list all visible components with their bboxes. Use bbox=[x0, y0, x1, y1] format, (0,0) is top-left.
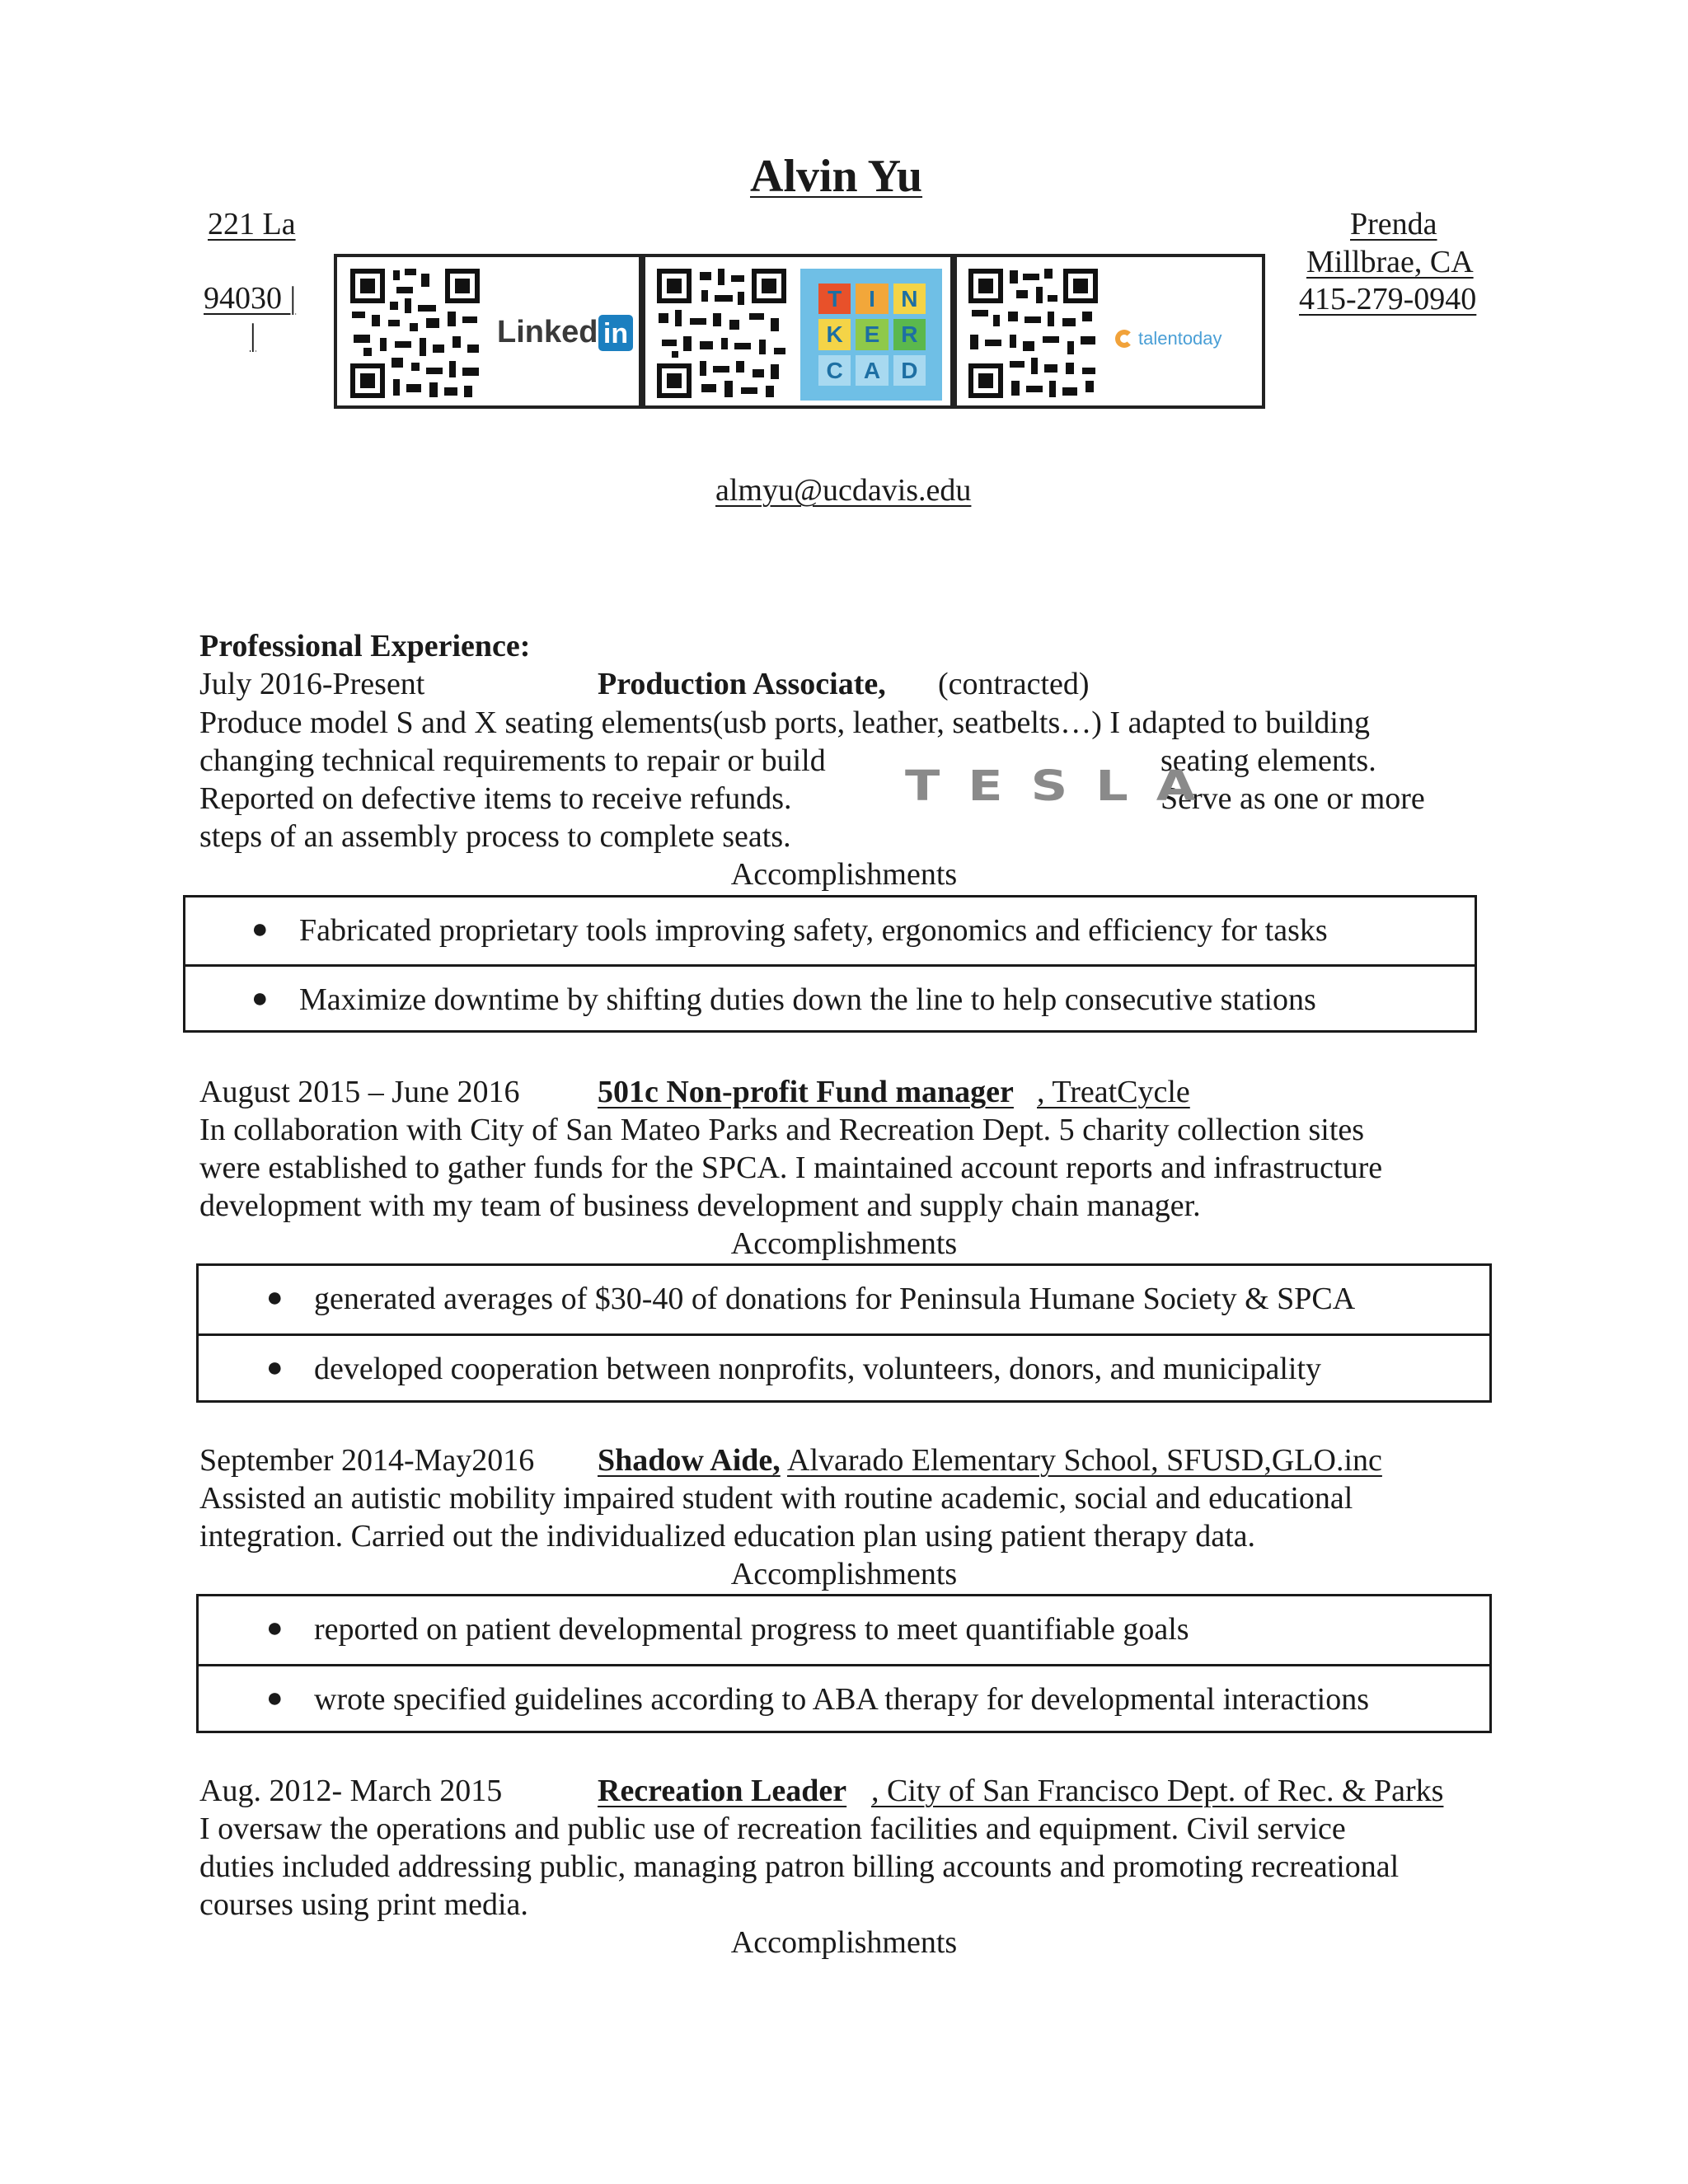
accomplishment-text: developed cooperation between nonprofits, volunteers, donors, and municipality bbox=[314, 1352, 1322, 1386]
address-street: 221 La bbox=[208, 207, 296, 241]
tinkercad-letter-a: A bbox=[856, 355, 888, 386]
accomplishment-text: wrote specified guidelines according to ABA therapy for developmental interactions bbox=[314, 1682, 1369, 1717]
linkedin-qr-card[interactable] bbox=[334, 254, 642, 409]
job-4-title: Recreation Leader bbox=[598, 1774, 847, 1808]
section-title: Professional Experience: bbox=[199, 629, 531, 663]
job-4-desc-line-2: duties included addressing public, managing patron billing accounts and promoting recreational bbox=[199, 1849, 1400, 1884]
tinkercad-letter-c: C bbox=[818, 355, 851, 386]
accomplishment-row bbox=[199, 1664, 1489, 1731]
tinkercad-qr-code-icon bbox=[654, 265, 790, 401]
job-2-dates: August 2015 – June 2016 bbox=[199, 1075, 520, 1109]
accomplishment-text: Fabricated proprietary tools improving safety, ergonomics and efficiency for tasks bbox=[299, 913, 1328, 948]
accomplishment-row bbox=[185, 964, 1475, 1031]
job-4-desc-line-3: courses using print media. bbox=[199, 1887, 528, 1922]
job-4-org: , City of San Francisco Dept. of Rec. & Parks bbox=[871, 1774, 1444, 1808]
address-separator: | bbox=[250, 318, 256, 353]
job-1-accomplishments-heading: Accomplishments bbox=[730, 857, 958, 892]
bullet-icon: ● bbox=[266, 1352, 284, 1383]
tinkercad-letter-i: I bbox=[856, 284, 888, 314]
job-1-desc-line-3b: Serve as one or more bbox=[1160, 781, 1425, 816]
tesla-logo: TESLA bbox=[905, 761, 1224, 811]
job-1-accomplishments-table bbox=[183, 895, 1477, 1033]
job-1-org: (contracted) bbox=[938, 667, 1090, 701]
job-3-desc-line-1: Assisted an autistic mobility impaired student with routine academic, social and educational bbox=[199, 1481, 1353, 1516]
bullet-icon: ● bbox=[266, 1683, 284, 1713]
tinkercad-letter-d: D bbox=[893, 355, 926, 386]
bullet-icon: ● bbox=[251, 983, 269, 1014]
tinkercad-letter-r: R bbox=[893, 319, 926, 349]
talentoday-qr-code-icon bbox=[965, 265, 1101, 401]
address-city-street: Prenda bbox=[1350, 207, 1437, 241]
job-3-dates: September 2014-May2016 bbox=[199, 1443, 535, 1478]
job-3-desc-line-2: integration. Carried out the individualized education plan using patient therapy data. bbox=[199, 1519, 1256, 1554]
job-3-org: Alvarado Elementary School, SFUSD,GLO.inc bbox=[787, 1443, 1382, 1478]
talentoday-qr-card[interactable] bbox=[954, 254, 1265, 409]
job-4-accomplishments-heading: Accomplishments bbox=[730, 1925, 958, 1960]
job-1-title: Production Associate, bbox=[598, 667, 886, 701]
linkedin-logo-text: Linked bbox=[497, 315, 598, 349]
talentoday-logo-icon bbox=[1115, 330, 1133, 348]
job-1-desc-line-2: changing technical requirements to repair or build bbox=[199, 743, 826, 778]
job-1-desc-line-2b: seating elements. bbox=[1160, 743, 1376, 778]
address-zip: 94030 | bbox=[204, 281, 297, 316]
job-2-desc-line-2: were established to gather funds for the SPCA. I maintained account reports and infrastructure bbox=[199, 1151, 1383, 1185]
email-link[interactable]: almyu@ucdavis.edu bbox=[715, 473, 972, 508]
tinkercad-qr-card[interactable] bbox=[642, 254, 954, 409]
job-4-dates: Aug. 2012- March 2015 bbox=[199, 1774, 503, 1808]
accomplishment-text: Maximize downtime by shifting duties down the line to help consecutive stations bbox=[299, 982, 1316, 1017]
accomplishment-row bbox=[199, 1333, 1489, 1400]
job-2-title: 501c Non-profit Fund manager bbox=[598, 1075, 1014, 1109]
tinkercad-letter-k: K bbox=[818, 319, 851, 349]
accomplishment-row bbox=[199, 1266, 1489, 1333]
accomplishment-row bbox=[185, 898, 1475, 964]
accomplishment-row bbox=[199, 1596, 1489, 1663]
bullet-icon: ● bbox=[251, 914, 269, 944]
job-4-desc-line-1: I oversaw the operations and public use of recreation facilities and equipment. Civil service bbox=[199, 1811, 1346, 1846]
job-1-desc-line-1: Produce model S and X seating elements(usb ports, leather, seatbelts…) I adapted to building bbox=[199, 705, 1370, 740]
phone-number: 415-279-0940 bbox=[1299, 282, 1477, 316]
tinkercad-letter-e: E bbox=[856, 319, 888, 349]
address-city: Millbrae, CA bbox=[1306, 245, 1474, 279]
bullet-icon: ● bbox=[266, 1282, 284, 1313]
job-1-dates: July 2016-Present bbox=[199, 667, 425, 701]
resume-name: Alvin Yu bbox=[750, 151, 923, 202]
tinkercad-letter-n: N bbox=[893, 284, 926, 314]
job-1-desc-line-3: Reported on defective items to receive refunds. bbox=[199, 781, 792, 816]
job-1-desc-line-4: steps of an assembly process to complete seats. bbox=[199, 819, 791, 854]
talentoday-logo-text: talentoday bbox=[1138, 328, 1222, 349]
job-3-accomplishments-heading: Accomplishments bbox=[730, 1557, 958, 1591]
job-2-org: , TreatCycle bbox=[1037, 1075, 1190, 1109]
job-2-accomplishments-heading: Accomplishments bbox=[730, 1226, 958, 1261]
accomplishment-text: reported on patient developmental progress to meet quantifiable goals bbox=[314, 1612, 1189, 1647]
linkedin-qr-code-icon bbox=[347, 265, 483, 401]
job-2-desc-line-1: In collaboration with City of San Mateo Parks and Recreation Dept. 5 charity collection sites bbox=[199, 1113, 1365, 1147]
job-3-accomplishments-table bbox=[196, 1594, 1492, 1733]
job-2-accomplishments-table bbox=[196, 1263, 1492, 1403]
job-3-title: Shadow Aide, bbox=[598, 1443, 781, 1478]
tinkercad-letter-t: T bbox=[818, 284, 851, 314]
linkedin-in-icon: in bbox=[598, 315, 633, 351]
qr-code-strip bbox=[334, 254, 1265, 412]
bullet-icon: ● bbox=[266, 1613, 284, 1643]
accomplishment-text: generated averages of $30-40 of donations for Peninsula Humane Society & SPCA bbox=[314, 1282, 1356, 1316]
job-2-desc-line-3: development with my team of business development and supply chain manager. bbox=[199, 1188, 1201, 1223]
tinkercad-logo-icon bbox=[800, 269, 942, 401]
